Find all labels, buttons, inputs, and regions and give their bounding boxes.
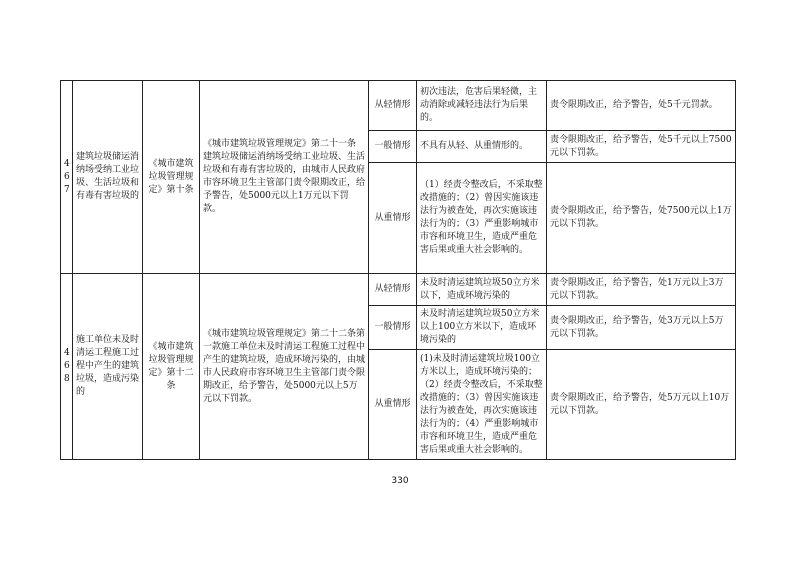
penalty-basis: 《城市建筑垃圾管理规定》第二十二条第一款施工单位未及时清运工程施工过程中产生的建筑垃圾，造成环境污染的，由城市人民政府市容环境卫生主管部门责令限期改正，给予警告，处5000元以上5万元以下罚款。 <box>200 274 369 460</box>
penalty-standard: 责令限期改正，给予警告，处5千元罚款。 <box>547 81 736 131</box>
item-number: 468 <box>61 274 73 460</box>
circumstance-class: 从重情形 <box>369 350 417 460</box>
circumstance-class: 一般情形 <box>369 131 417 163</box>
circumstance-class: 一般情形 <box>369 306 417 350</box>
circumstance-class: 从轻情形 <box>369 274 417 306</box>
penalty-standard: 责令限期改正，给予警告，处3万元以上5万元以下罚款。 <box>547 306 736 350</box>
item-number: 467 <box>61 81 73 274</box>
circumstance-class: 从轻情形 <box>369 81 417 131</box>
page-number: 330 <box>391 476 409 486</box>
circumstance-description: 初次违法，危害后果轻微，主动消除或减轻违法行为后果的。 <box>417 81 547 131</box>
penalty-basis: 《城市建筑垃圾管理规定》第二十一条 建筑垃圾储运消纳场受纳工业垃圾、生活垃圾和有毒有害垃圾的，由城市人民政府市容环境卫生主管部门责令限期改正，给予警告，处5000元以上1万元以下罚款。 <box>200 81 369 274</box>
circumstance-description: 未及时清运建筑垃圾50立方米以下，造成环境污染的 <box>417 274 547 306</box>
penalty-standard: 责令限期改正，给予警告，处1万元以上3万元以下罚款。 <box>547 274 736 306</box>
table-row <box>61 81 736 131</box>
penalty-standard: 责令限期改正，给予警告，处5千元以上7500元以下罚款。 <box>547 131 736 163</box>
circumstance-description: 不具有从轻、从重情形的。 <box>417 131 547 163</box>
violation-act: 施工单位未及时清运工程施工过程中产生的建筑垃圾，造成污染的 <box>73 274 143 460</box>
violation-act: 建筑垃圾储运消纳场受纳工业垃圾、生活垃圾和有毒有害垃圾的 <box>73 81 143 274</box>
penalty-standard: 责令限期改正，给予警告，处7500元以上1万元以下罚款。 <box>547 163 736 274</box>
violation-basis: 《城市建筑垃圾管理规定》第十条 <box>143 81 200 274</box>
table-row <box>61 274 736 306</box>
circumstance-description: (1)未及时清运建筑垃圾100立方米以上，造成环境污染的；（2）经责令整改后，不采取整改措施的；（3）曾因实施该违法行为被查处，再次实施该违法行为的；（4）严重影响城市市容和环境卫生，造成严重危害后果或重大社会影响的。 <box>417 350 547 460</box>
violation-basis: 《城市建筑垃圾管理规定》第十二条 <box>143 274 200 460</box>
penalty-discretion-table <box>60 80 736 460</box>
circumstance-description: （1）经责令整改后，不采取整改措施的；（2）曾因实施该违法行为被查处，再次实施该违法行为的；（3）严重影响城市市容和环境卫生，造成严重危害后果或重大社会影响的。 <box>417 163 547 274</box>
circumstance-class: 从重情形 <box>369 163 417 274</box>
penalty-standard: 责令限期改正，给予警告，处5万元以上10万元以下罚款。 <box>547 350 736 460</box>
circumstance-description: 未及时清运建筑垃圾50立方米以上100立方米以下，造成环境污染的 <box>417 306 547 350</box>
